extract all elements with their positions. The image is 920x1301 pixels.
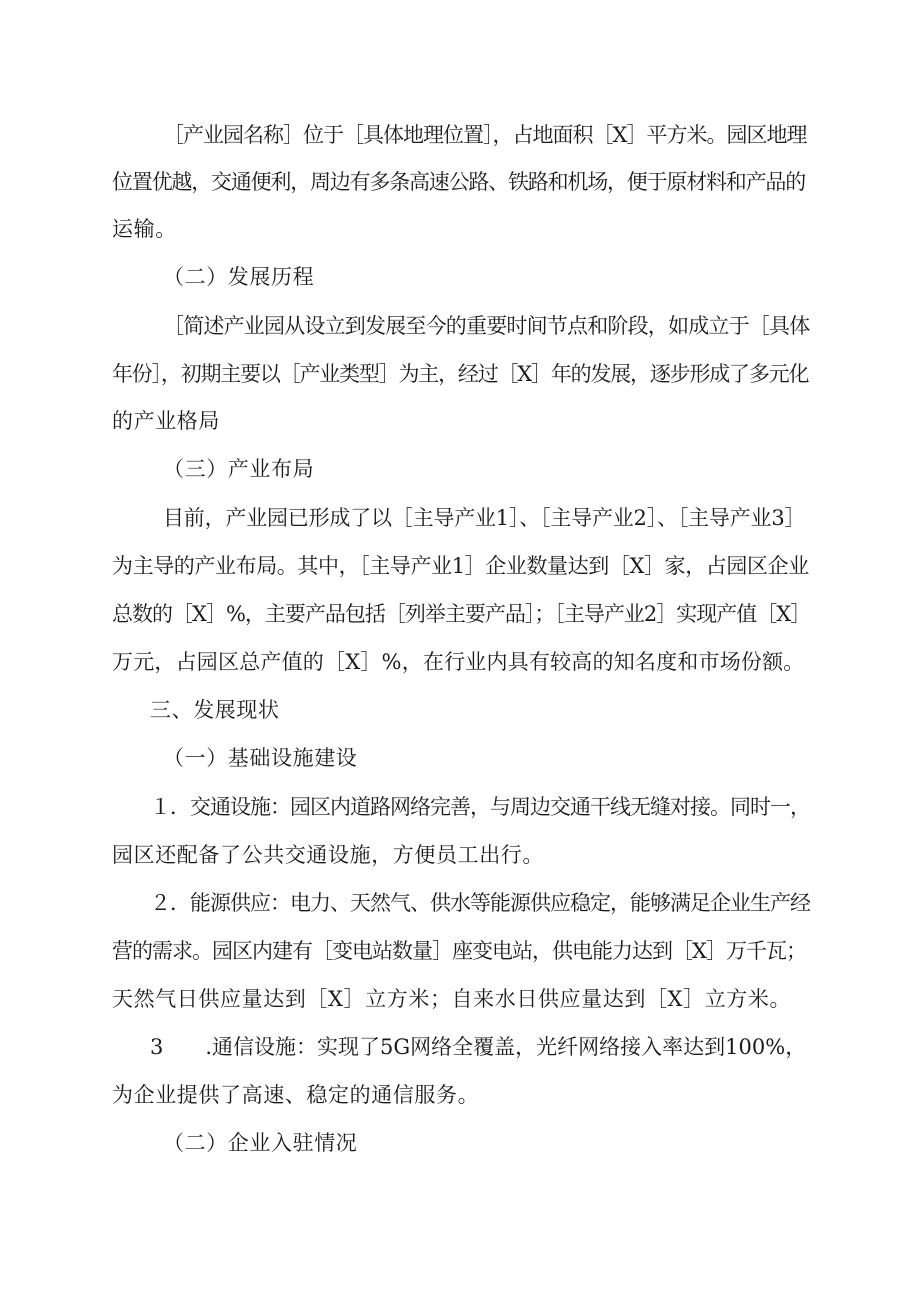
body-line-10: 为主导的产业布局。其中，［主导产业1］企业数量达到［X］家，占园区企业 [112,554,809,578]
body-line-6: 年份］，初期主要以［产业类型］为主，经过［X］年的发展，逐步形成了多元化 [112,362,809,386]
body-line-3: 运输。 [112,217,177,241]
chapter-heading-current-status: 三、发展现状 [150,698,280,722]
body-line-11: 总数的［X］%，主要产品包括［列举主要产品］；［主导产业2］实现产值［X］ [112,602,811,626]
item-transport-line-2: 园区还配备了公共交通设施，方便员工出行。 [112,843,544,867]
item-energy-line-1: ２．能源供应：电力、天然气、供水等能源供应稳定，能够满足企业生产经 [150,891,810,915]
body-line-12: 万元，占园区总产值的［X］%，在行业内具有较高的知名度和市场份额。 [112,650,805,674]
item-communication-line-1: 3 .通信设施：实现了5G网络全覆盖，光纤网络接入率达到100%， [150,1035,807,1059]
section-heading-infrastructure: （一）基础设施建设 [163,746,358,770]
section-heading-development-history: （二）发展历程 [163,265,315,289]
item-energy-line-3: 天然气日供应量达到［X］立方米；自来水日供应量达到［X］立方米。 [112,987,792,1011]
section-heading-industry-layout: （三）产业布局 [163,457,315,481]
body-line-2: 位置优越，交通便利，周边有多条高速公路、铁路和机场，便于原材料和产品的 [112,170,805,194]
body-line-1: ［产业园名称］位于［具体地理位置］，占地面积［X］平方米。园区地理 [163,123,807,147]
body-line-7: 的产业格局 [112,409,220,433]
item-energy-line-2: 营的需求。园区内建有［变电站数量］座变电站，供电能力达到［X］万千瓦； [112,939,806,963]
item-communication-line-2: 为企业提供了高速、稳定的通信服务。 [112,1083,480,1107]
section-heading-enterprise-settlement: （二）企业入驻情况 [163,1131,358,1155]
item-transport-line-1: １．交通设施：园区内道路网络完善，与周边交通干线无缝对接。同时一， [150,795,810,819]
body-line-5: ［简述产业园从设立到发展至今的重要时间节点和阶段，如成立于［具体 [163,314,810,338]
body-line-9: 目前，产业园已形成了以［主导产业1］、［主导产业2］、［主导产业3］ [163,506,806,530]
